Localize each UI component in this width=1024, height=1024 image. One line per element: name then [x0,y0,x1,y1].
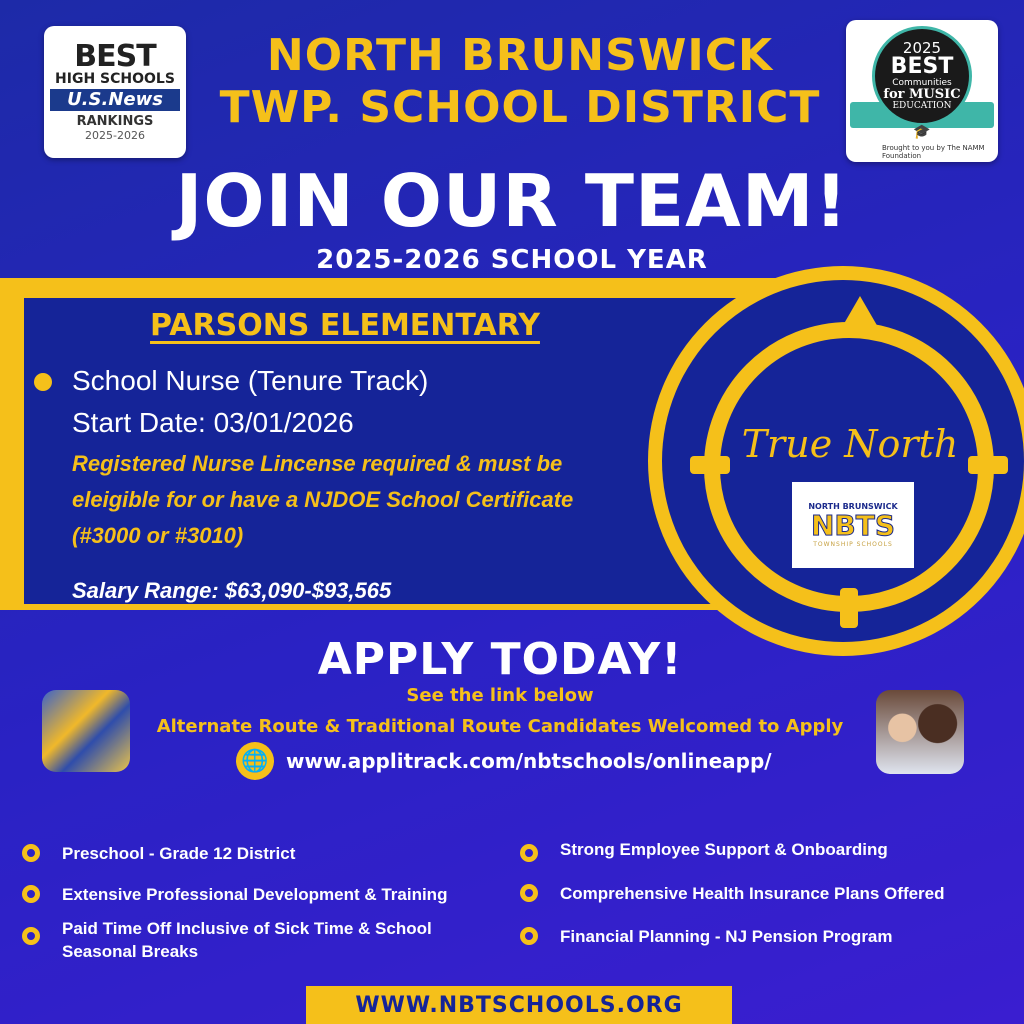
nbts-logo-top: NORTH BRUNSWICK [808,502,898,511]
badge-best-text: BEST [890,53,954,79]
ring-bullet-icon [520,844,538,862]
bullet-dot-icon [34,373,52,391]
benefit-item [520,882,1010,905]
district-title [200,30,840,134]
benefit-text: Paid Time Off Inclusive of Sick Time & School Seasonal Breaks [62,919,432,961]
ring-bullet-icon [520,927,538,945]
namm-music-badge [846,20,998,162]
ring-bullet-icon [520,884,538,902]
badge-for-music: for MUSIC [883,86,961,102]
benefit-text: Financial Planning - NJ Pension Program [560,927,893,946]
benefit-item [22,883,492,906]
benefit-item [22,842,492,865]
see-link-text: See the link below [406,685,594,706]
students-photo [876,690,964,774]
candidates-text: Alternate Route & Traditional Route Candidates Welcomed to Apply [156,716,844,737]
badge-seal [872,26,972,126]
nbts-logo-bottom: TOWNSHIP SCHOOLS [813,541,893,548]
graduation-cap-icon: 🎓 [913,124,931,140]
nbts-logo [792,482,914,568]
badge-year: 2025 [902,38,942,57]
badge-best: BEST [74,38,156,74]
district-line-1: NORTH BRUNSWICK [266,30,774,81]
benefit-text: Strong Employee Support & Onboarding [560,840,888,859]
benefit-text: Comprehensive Health Insurance Plans Offered [560,884,945,903]
school-year: 2025-2026 SCHOOL YEAR [316,245,708,275]
ring-bullet-icon [22,885,40,903]
badge-communities: Communities [892,77,952,88]
badge-brought-by: Brought to you by The NAMM Foundation [882,144,985,160]
benefit-text: Preschool - Grade 12 District [62,844,296,863]
benefit-item [520,925,1010,948]
globe-icon: 🌐 [236,742,274,780]
benefit-item [520,838,1010,862]
salary-range: Salary Range: $63,090-$93,565 [72,578,392,603]
apply-headline: APPLY TODAY! [317,634,683,685]
job-position: School Nurse (Tenure Track) [72,365,429,396]
badge-brand: U.S.News [50,89,180,111]
job-requirements: Registered Nurse Lincense required & must be eleigible for or have a NJDOE School Certificate (#3000 or #3010) [72,451,574,548]
start-date: Start Date: 03/01/2026 [72,407,354,438]
compass-north-arrow-icon [838,296,882,334]
us-news-badge [44,26,186,158]
benefit-item [22,917,462,963]
website-footer[interactable]: WWW.NBTSCHOOLS.ORG [306,986,732,1024]
true-north-script: True North [741,422,959,466]
ring-bullet-icon [22,927,40,945]
badge-high-schools: HIGH SCHOOLS [55,70,175,87]
join-headline: JOIN OUR TEAM! [175,159,849,243]
badge-rankings: RANKINGS [76,113,154,129]
nbts-logo-mark: NBTS [810,509,896,542]
ring-bullet-icon [22,844,40,862]
district-line-2: TWP. SCHOOL DISTRICT [219,82,821,133]
compass-tick-south [840,588,858,628]
apply-url-link[interactable]: www.applitrack.com/nbtschools/onlineapp/ [286,749,772,773]
graduates-photo [42,690,130,772]
benefit-text: Extensive Professional Development & Training [62,885,448,904]
school-name: PARSONS ELEMENTARY [150,308,540,343]
badge-education: EDUCATION [892,100,952,111]
badge-years: 2025-2026 [85,128,145,142]
